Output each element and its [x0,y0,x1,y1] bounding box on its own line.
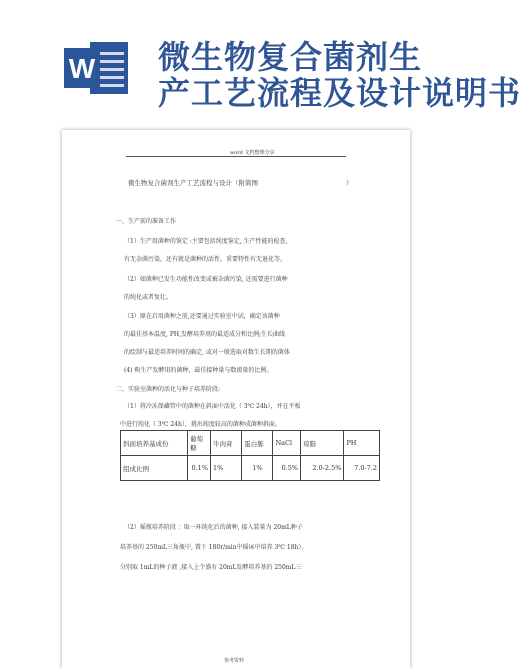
text-line: 分别取 1mL的种子液 ,接入上个盛有 20mL发酵培养基的 250mL三 [120,564,302,571]
doc-title-end: ） [346,179,353,187]
text-line: 的最佳基本温度, PH,发酵培养基的最适成分和比例;生长曲线 [124,331,286,338]
table-cell: NaCl [273,431,301,456]
svg-text:W: W [68,53,96,84]
text-line: 的纯化或者复壮。 [124,294,173,301]
banner-title-line-2: 产工艺流程及设计说明书 [158,74,521,112]
page-footer: 参考资料 [224,658,245,664]
table-cell: 蛋白胨 [242,431,273,456]
text-line: 有无杂菌污染，还有就是菌种的活性，重要特性有无退化等。 [124,256,287,263]
text-line: （2）如菌种已发生功能性改变或被杂菌污染, 还需要进行菌种 [124,276,288,283]
text-line: (4) 购生产发酵用的菌种，最佳接种量与数流量的比例。 [124,367,273,374]
text-line: （2）摇瓶培养阶段 ：取一环纯化后的菌种, 接入装量为 20mL种子 [124,524,303,531]
text-line: 培养基的 250mL三角瓶中, 置于 180r/min中摇床中培养 3℃ 18h）。 [120,544,308,551]
table-cell: 0.1% [188,456,211,481]
table-cell: 2.0-2.5% [301,456,344,481]
document-page [62,130,410,669]
table-cell: 7.0-7.2 [344,456,380,481]
doc-title: 微生物复合菌剂生产工艺流程与设计（附简图 [128,179,258,187]
medium-table [120,430,380,481]
table-cell: 1% [211,456,242,481]
table-cell: 牛肉膏 [211,431,242,456]
text-line: 中进行纯化（ 3℃ 24h），挑出纯度较高的菌种成菌种斜面。 [120,421,281,428]
table-cell: 组成比例 [121,456,188,481]
text-line: 的绘制与最适培养时间的确定, 或对一般选取对数生长期的菌体 [124,349,290,356]
table-row [121,456,380,481]
text-line: （1）生产用菌种的鉴定 :主要包括纯度鉴定, 生产性能的检查, [124,238,288,245]
text-line: （1）将冷冻保藏管中的菌种在斜面中活化（ 3℃ 24h），并在平板 [124,403,301,410]
text-line: 二、实验室菌种的活化与种子培养阶段: [116,386,221,393]
table-cell: 0.5% [273,456,301,481]
text-line: （3）原在启用菌种之前,还要通过实验室中试，确定该菌种 [124,313,280,320]
table-header-row [121,431,380,456]
table-cell: 葡萄糖 [188,431,211,456]
banner-title-line-1: 微生物复合菌剂生 [158,38,423,76]
header-rule [126,156,346,157]
table-cell: PH [344,431,380,456]
page-header: word 文档整理分享 [230,150,275,156]
text-line: 一、生产前的准备工作 [116,218,177,225]
table-cell: 1% [242,456,273,481]
table-cell: 琼脂 [301,431,344,456]
table-cell: 斜面培养基成份 [121,431,188,456]
document-banner [0,0,521,112]
